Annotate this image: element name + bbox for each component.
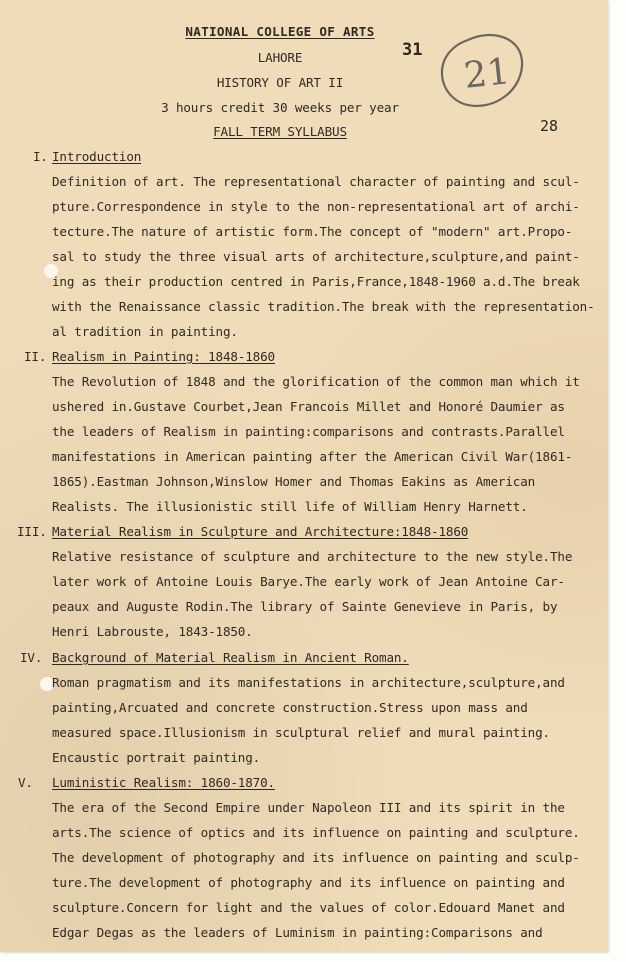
body-line: Encaustic portrait painting. <box>52 750 261 765</box>
section-numeral: V. <box>18 775 33 790</box>
section-numeral: II. <box>24 349 47 364</box>
body-line: Henri Labrouste, 1843-1850. <box>52 624 253 639</box>
body-line: measured space.Illusionism in sculptural relief and mural painting. <box>52 725 550 740</box>
section-numeral: III. <box>17 524 47 539</box>
body-line: Roman pragmatism and its manifestations in architecture,sculpture,and <box>52 675 565 690</box>
body-line: sculpture.Concern for light and the values of color.Edouard Manet and <box>52 900 565 915</box>
body-line: ture.The development of photography and its influence on painting and <box>52 875 565 890</box>
typed-page-number-top: 31 <box>402 40 423 60</box>
section-title: Realism in Painting: 1848-1860 <box>52 349 275 364</box>
course-title: HISTORY OF ART II <box>216 75 344 90</box>
body-line: 1865).Eastman Johnson,Winslow Homer and Thomas Eakins as American <box>52 474 536 489</box>
body-line: arts.The science of optics and its influence on painting and sculpture. <box>52 825 580 840</box>
body-line: The era of the Second Empire under Napoleon III and its spirit in the <box>52 800 565 815</box>
body-line: Edgar Degas as the leaders of Luminism in painting:Comparisons and <box>52 925 543 940</box>
body-line: ushered in.Gustave Courbet,Jean Francois Millet and Honoré Daumier as <box>52 399 565 414</box>
section-numeral: I. <box>33 149 48 164</box>
body-line: manifestations in American painting after the American Civil War(1861- <box>52 449 573 464</box>
body-line: Relative resistance of sculpture and architecture to the new style.The <box>52 549 573 564</box>
body-line: Realists. The illusionistic still life of William Henry Harnett. <box>52 499 528 514</box>
body-line: The Revolution of 1848 and the glorification of the common man which it <box>52 374 580 389</box>
body-line: ing as their production centred in Paris,France,1848-1960 a.d.The break <box>52 274 580 289</box>
section-title: Luministic Realism: 1860-1870. <box>52 775 275 790</box>
body-line: with the Renaissance classic tradition.The break with the representation- <box>52 299 595 314</box>
body-line: sal to study the three visual arts of architecture,sculpture,and paint- <box>52 249 580 264</box>
city-line: LAHORE <box>257 50 303 65</box>
section-title: Material Realism in Sculpture and Architecture:1848-1860 <box>52 524 469 539</box>
body-line: The development of photography and its influence on painting and sculp- <box>52 850 580 865</box>
body-line: pture.Correspondence in style to the non-representational art of archi- <box>52 199 580 214</box>
handwritten-number-text: 21 <box>462 51 512 97</box>
body-line: tecture.The nature of artistic form.The concept of "modern" art.Propo- <box>52 224 573 239</box>
body-line: peaux and Auguste Rodin.The library of Sainte Genevieve in Paris, by <box>52 599 558 614</box>
institution-heading: NATIONAL COLLEGE OF ARTS <box>185 24 375 39</box>
credit-line: 3 hours credit 30 weeks per year <box>161 100 399 115</box>
section-title: Introduction <box>52 149 142 164</box>
section-numeral: IV. <box>20 650 43 665</box>
typed-page-number-right: 28 <box>540 117 559 135</box>
section-title: Background of Material Realism in Ancient Roman. <box>52 650 409 665</box>
body-line: the leaders of Realism in painting:comparisons and contrasts.Parallel <box>52 424 565 439</box>
handwritten-page-number <box>438 30 526 112</box>
body-line: Definition of art. The representational character of painting and scul- <box>52 174 580 189</box>
body-line: painting,Arcuated and concrete construction.Stress upon mass and <box>52 700 528 715</box>
body-line: al tradition in painting. <box>52 324 238 339</box>
syllabus-heading: FALL TERM SYLLABUS <box>213 124 347 139</box>
body-line: later work of Antoine Louis Barye.The early work of Jean Antoine Car- <box>52 574 565 589</box>
